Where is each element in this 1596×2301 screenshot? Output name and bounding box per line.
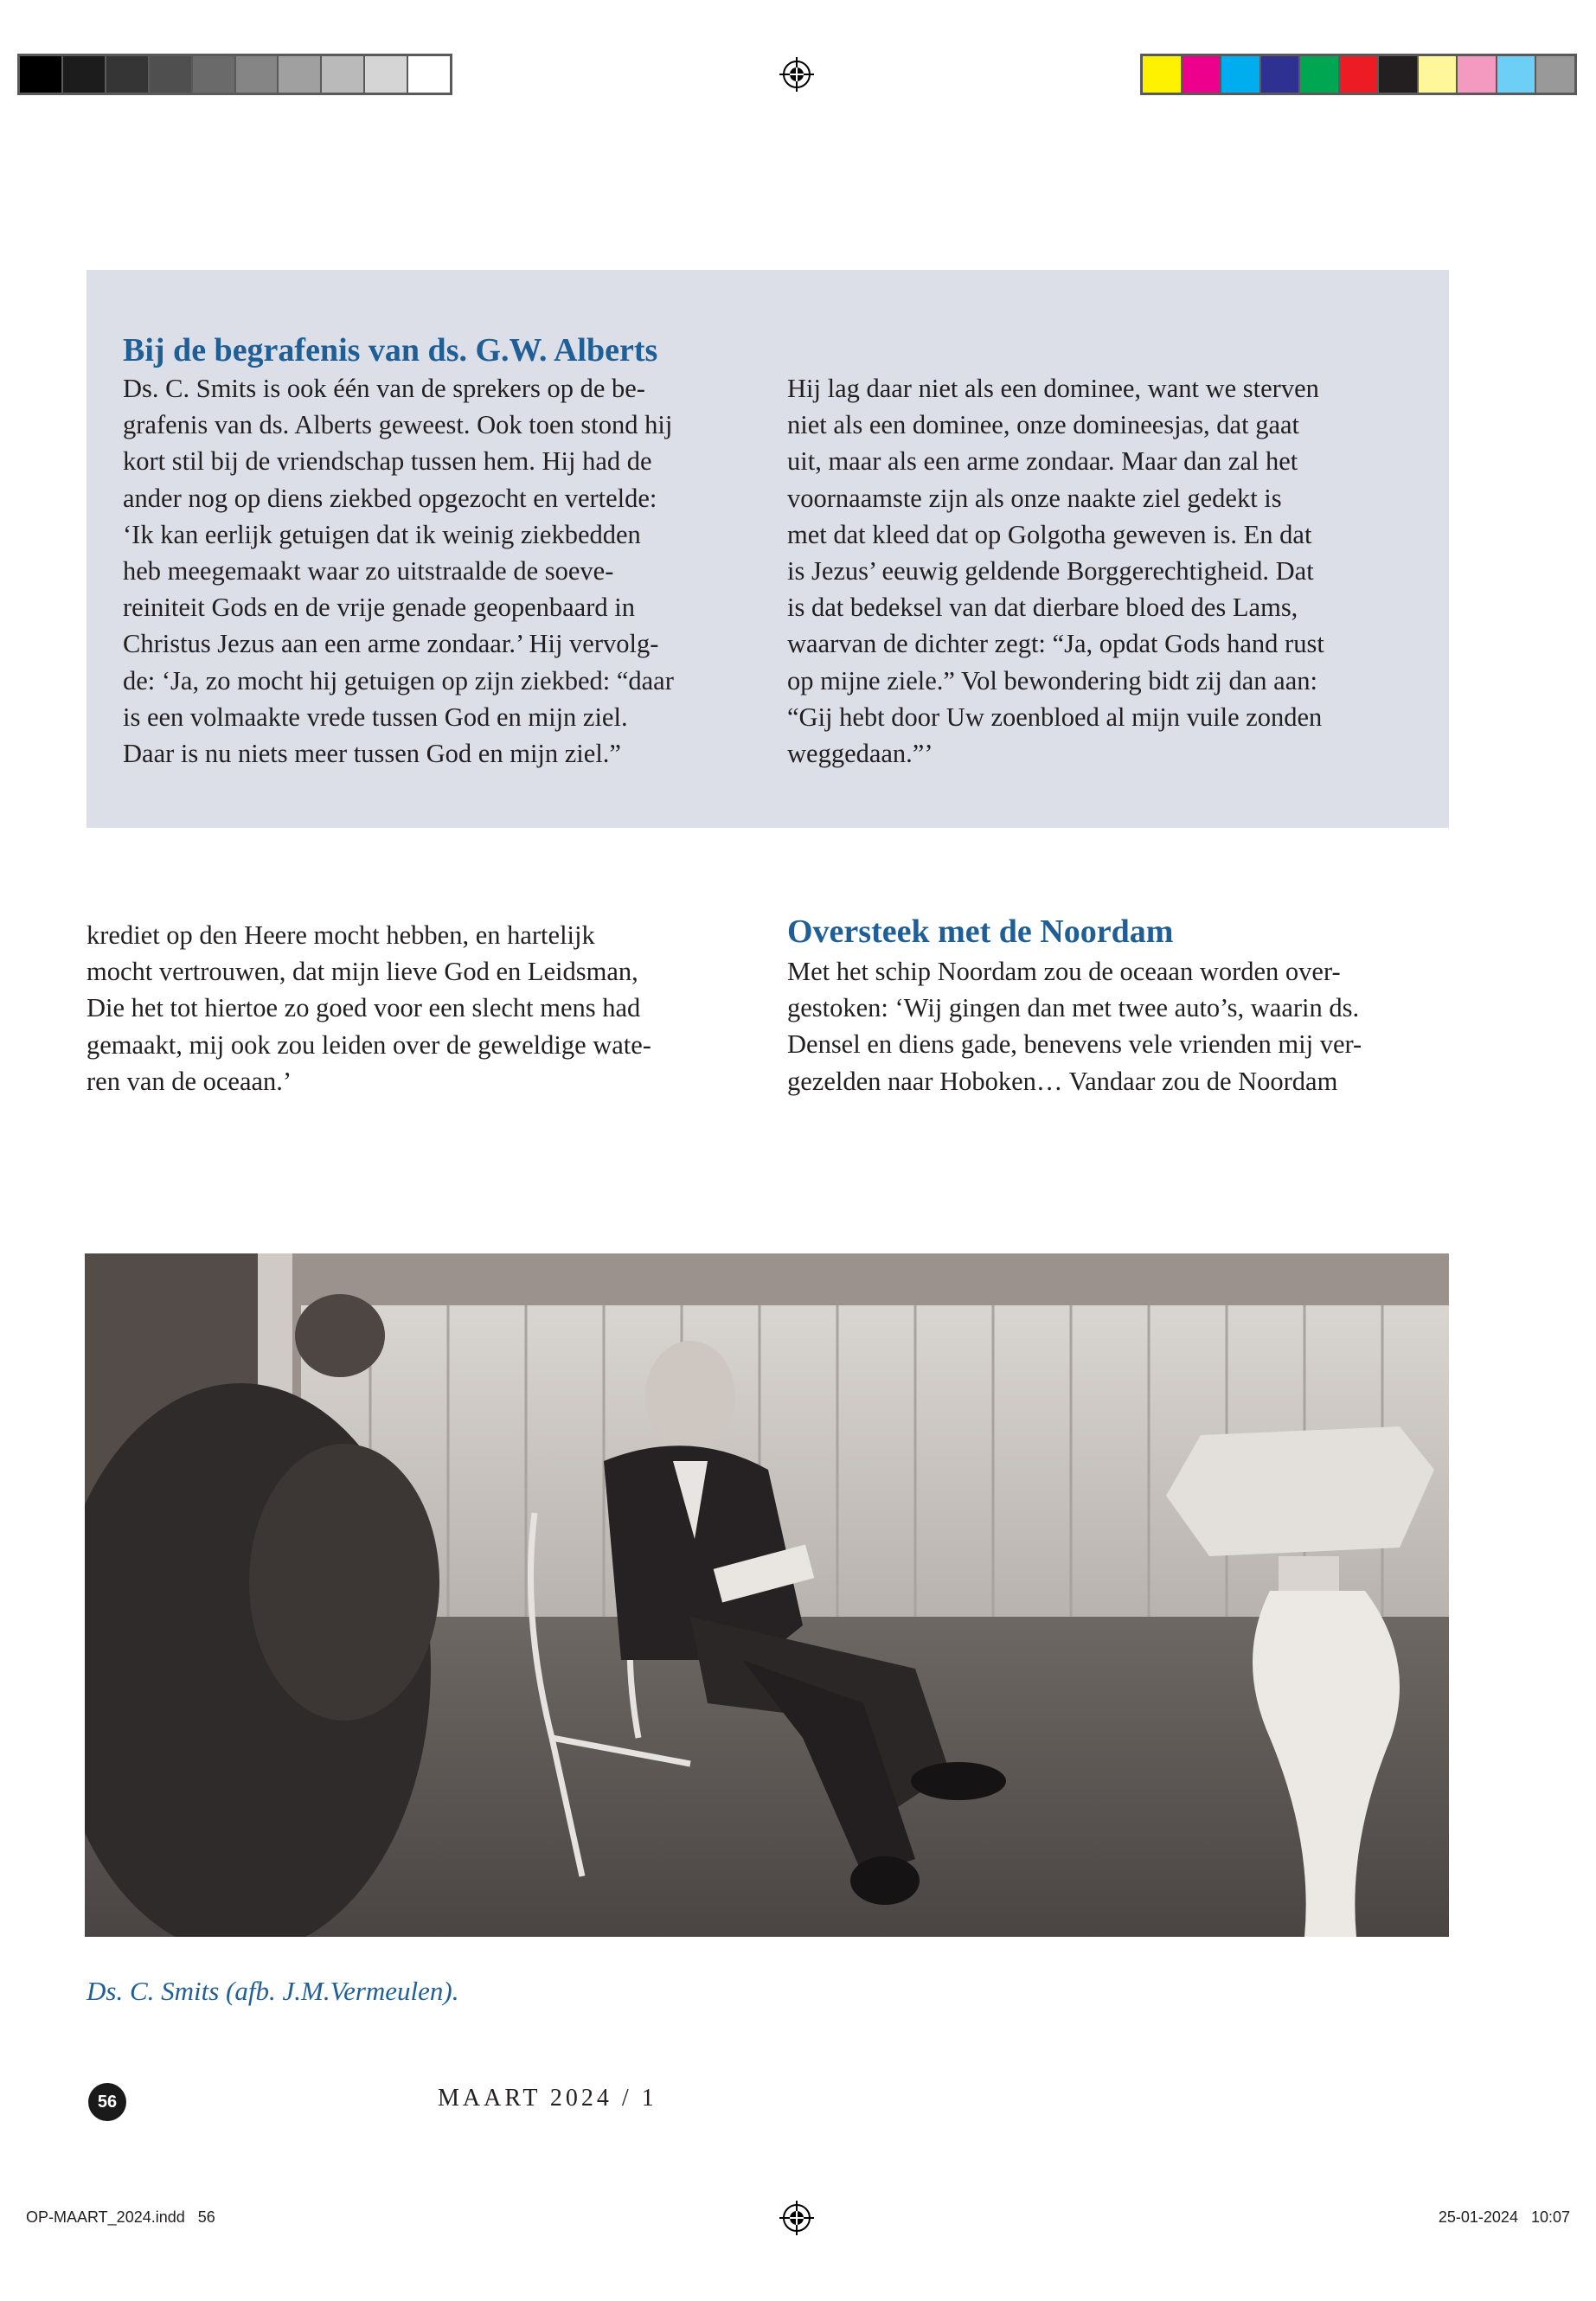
color-swatch [106,56,150,93]
color-swatch [150,56,193,93]
text-line: is Jezus’ eeuwig geldende Borggerechtigheid. Dat [787,556,1314,586]
text-line: Met het schip Noordam zou de oceaan worden over- [787,957,1341,986]
color-swatch [236,56,279,93]
color-swatch [365,56,408,93]
text-line: de: ‘Ja, zo mocht hij getuigen op zijn ziekbed: “daar [123,665,674,695]
text-line: heb meegemaakt waar zo uitstraalde de soeve- [123,556,614,586]
slug-file: OP-MAART_2024.indd 56 [26,2208,215,2226]
text-line: niet als een dominee, onze domineesjas, dat gaat [787,410,1299,440]
text-line: kort stil bij de vriendschap tussen hem. Hij had de [123,446,652,477]
page-number: 56 [88,2083,126,2121]
text-line: Die het tot hiertoe zo goed voor een slecht mens had [87,993,641,1023]
color-swatch [1497,56,1537,93]
color-swatch [1536,56,1574,93]
registration-mark-icon [779,2201,814,2235]
color-swatch [1419,56,1458,93]
text-line: waarvan de dichter zegt: “Ja, opdat Gods hand rust [787,629,1324,659]
text-line: op mijne ziele.” Vol bewondering bidt zij dan aan: [787,665,1317,695]
text-line: gestoken: ‘Wij gingen dan met twee auto’s, waarin ds. [787,993,1360,1023]
portrait-photo [85,1253,1449,1937]
text-line: “Gij hebt door Uw zoenbloed al mijn vuile zonden [787,702,1323,732]
text-line: ren van de oceaan.’ [87,1066,292,1096]
text-line: grafenis van ds. Alberts geweest. Ook toen stond hij [123,410,673,440]
color-swatch [1221,56,1261,93]
color-swatch [1379,56,1419,93]
color-swatch [1261,56,1301,93]
box-left-column [123,370,754,772]
color-swatch [20,56,63,93]
photo-caption: Ds. C. Smits (afb. J.M.Vermeulen). [87,1976,459,2006]
text-line: gezelden naar Hoboken… Vandaar zou de Noordam [787,1066,1338,1096]
color-swatch [1458,56,1497,93]
text-line: gemaakt, mij ook zou leiden over de geweldige wate- [87,1029,651,1060]
color-swatch [193,56,236,93]
text-line: Daar is nu niets meer tussen God en mijn ziel.” [123,739,621,769]
registration-mark-icon [779,57,814,92]
text-line: Densel en diens gade, benevens vele vrienden mij ver- [787,1029,1362,1060]
text-line: uit, maar als een arme zondaar. Maar dan zal het [787,446,1298,477]
color-swatch [1340,56,1380,93]
color-swatch [63,56,106,93]
text-line: ander nog op diens ziekbed opgezocht en vertelde: [123,483,657,513]
text-line: met dat kleed dat op Golgotha geweven is. En dat [787,519,1312,549]
text-line: Christus Jezus aan een arme zondaar.’ Hij vervolg- [123,629,659,659]
text-line: is dat bedeksel van dat dierbare bloed des Lams, [787,593,1298,623]
text-line: weggedaan.”’ [787,739,933,769]
text-line: mocht vertrouwen, dat mijn lieve God en Leidsman, [87,957,638,987]
color-swatch [1300,56,1340,93]
text-line: is een volmaakte vrede tussen God en mijn ziel. [123,702,628,732]
color-swatch [1143,56,1183,93]
text-line: Hij lag daar niet als een dominee, want we sterven [787,374,1319,403]
section-heading: Oversteek met de Noordam [787,913,1174,950]
slug-date: 25-01-2024 10:07 [1438,2208,1570,2226]
grayscale-color-bar [17,54,452,95]
text-line: Ds. C. Smits is ook één van de sprekers op de be- [123,374,645,403]
text-line: krediet op den Heere mocht hebben, en hartelijk [87,920,595,950]
main-right-column [787,953,1462,1099]
color-swatch [408,56,450,93]
color-swatch [322,56,365,93]
color-swatch [279,56,322,93]
text-line: ‘Ik kan eerlijk getuigen dat ik weinig ziekbedden [123,519,641,549]
issue-label: MAART 2024 / 1 [438,2085,657,2112]
text-line: voornaamste zijn als onze naakte ziel gedekt is [787,483,1282,513]
box-heading: Bij de begrafenis van ds. G.W. Alberts [123,332,658,369]
color-swatch [1183,56,1222,93]
text-line: reiniteit Gods en de vrije genade geopenbaard in [123,593,635,623]
process-color-bar [1140,54,1577,95]
box-right-column [787,370,1419,772]
main-left-column [87,917,761,1099]
